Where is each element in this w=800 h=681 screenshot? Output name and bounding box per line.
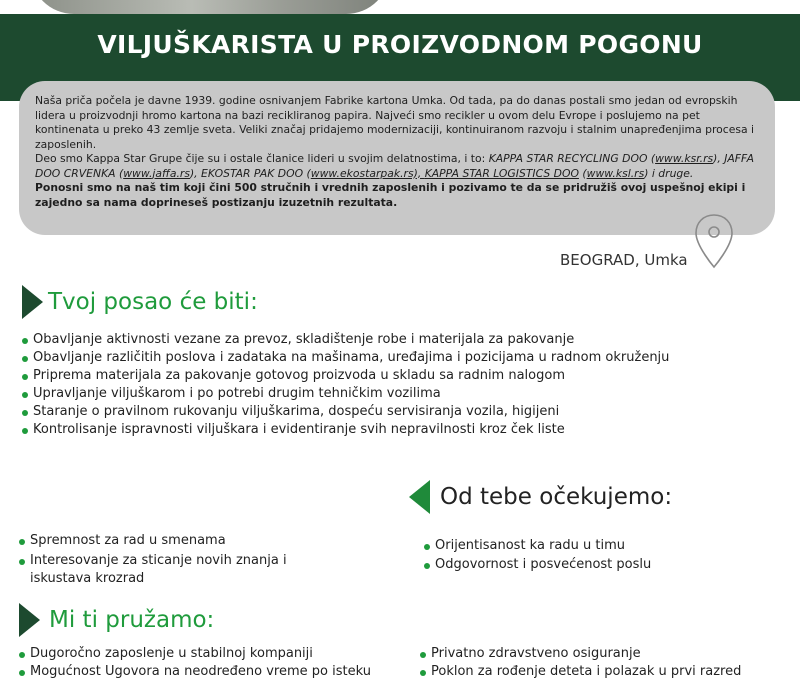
list-item: Obavljanje aktivnosti vezane za prevoz, skladištenje robe i materijala za pakovanje (22, 331, 722, 349)
expect-list-left (19, 532, 349, 588)
location-pin-icon (694, 213, 734, 269)
expect-list-right (424, 537, 784, 574)
group-members-paragraph (35, 152, 759, 181)
sep: ), (189, 166, 202, 180)
list-item: Privatno zdravstveno osiguranje (420, 645, 790, 663)
list-item: Mogućnost Ugovora na neodređeno vreme po isteku (19, 663, 399, 681)
list-item: Poklon za rođenje deteta i polazak u prvi razred (420, 663, 790, 681)
arrow-right-icon (19, 603, 40, 637)
job-title: VILJUŠKARISTA U PROIZVODNOM POGONU (97, 30, 703, 59)
company-intro-panel (19, 81, 775, 235)
offer-heading-text: Mi ti pružamo: (49, 607, 215, 633)
expect-heading-text: Od tebe očekujemo: (440, 484, 673, 510)
list-item: Staranje o pravilnom rukovanju viljuškarima, dospeću servisiranja vozila, higijeni (22, 403, 722, 421)
list-item: Obavljanje različitih poslova i zadataka na mašinama, uređajima i pozicijama u radnom okruženju (22, 349, 722, 367)
sep: ), (713, 152, 725, 165)
list-item: Orijentisanost ka radu u timu (424, 537, 784, 555)
list-item: Dugoročno zaposlenje u stabilnoj kompaniji (19, 645, 399, 663)
sep: ( (578, 166, 587, 180)
group-lead: Deo smo Kappa Star Grupe čije su i ostale članice lideri u svojim delatnostima, i to: (35, 152, 489, 165)
list-item: Odgovornost i posvećenost poslu (424, 556, 784, 574)
link-ksl[interactable]: www.ksl.rs (586, 166, 645, 180)
sep: ) i druge. (644, 166, 694, 180)
link-jaffa[interactable]: www.jaffa.rs (123, 166, 190, 180)
job-heading-text: Tvoj posao će biti: (48, 289, 258, 315)
intro-paragraph: Naša priča počela je davne 1939. godine osnivanjem Fabrike kartona Umka. Od tada, pa do danas postali smo jedan od evropskih lidera u proizvodnji hromo kartona na bazi recikliranog papira. Najveći smo recikler u ovom delu Evrope i poslujemo na pet kontinenata u preko 43 zemlje sveta. Veliki značaj pridajemo modernizaciji, kontinuiranom razvoju i stalnim unapređenjima procesa i zaposlenih. (35, 94, 755, 151)
list-item: Upravljanje viljuškarom i po potrebi drugim tehničkim vozilima (22, 385, 722, 403)
team-invitation (35, 181, 759, 210)
link-ksr[interactable]: www.ksr.rs (655, 152, 714, 165)
list-item: Kontrolisanje ispravnosti viljuškara i evidentiranje svih nepravilnosti kroz ček liste (22, 421, 722, 439)
company-jaffa: JAFFA DOO CRVENKA ( (35, 152, 754, 180)
job-section-heading (22, 285, 258, 319)
location-label: BEOGRAD, Umka (560, 251, 688, 269)
list-item: Interesovanje za sticanje novih znanja i iskustava krozrad (19, 552, 349, 588)
company-ksl: KAPPA STAR LOGISTICS DOO (424, 166, 579, 180)
arrow-left-icon (409, 480, 430, 514)
job-duties-list (22, 331, 722, 439)
expect-section-heading (409, 480, 672, 514)
team-invitation-text: Ponosni smo na naš tim koji čini 500 stručnih i vrednih zaposlenih i pozivamo te da se pridružiš ovoj uspešnoj ekipi i zajedno sa nama doprineseš postizanju izuzetnih rezultata. (35, 181, 746, 209)
offer-list-right (420, 645, 790, 681)
list-item: Spremnost za rad u smenama (19, 532, 349, 550)
link-ekostarpak[interactable]: www.ekostarpak.rs), (310, 166, 425, 180)
list-item: Priprema materijala za pakovanje gotovog proizvoda u skladu sa radnim nalogom (22, 367, 722, 385)
company-ksr: KAPPA STAR RECYCLING DOO ( (488, 152, 656, 165)
header-photo (30, 0, 390, 14)
offer-section-heading (19, 603, 214, 637)
arrow-right-icon (22, 285, 43, 319)
company-ekostar: EKOSTAR PAK DOO ( (201, 166, 311, 180)
offer-list-left (19, 645, 399, 681)
